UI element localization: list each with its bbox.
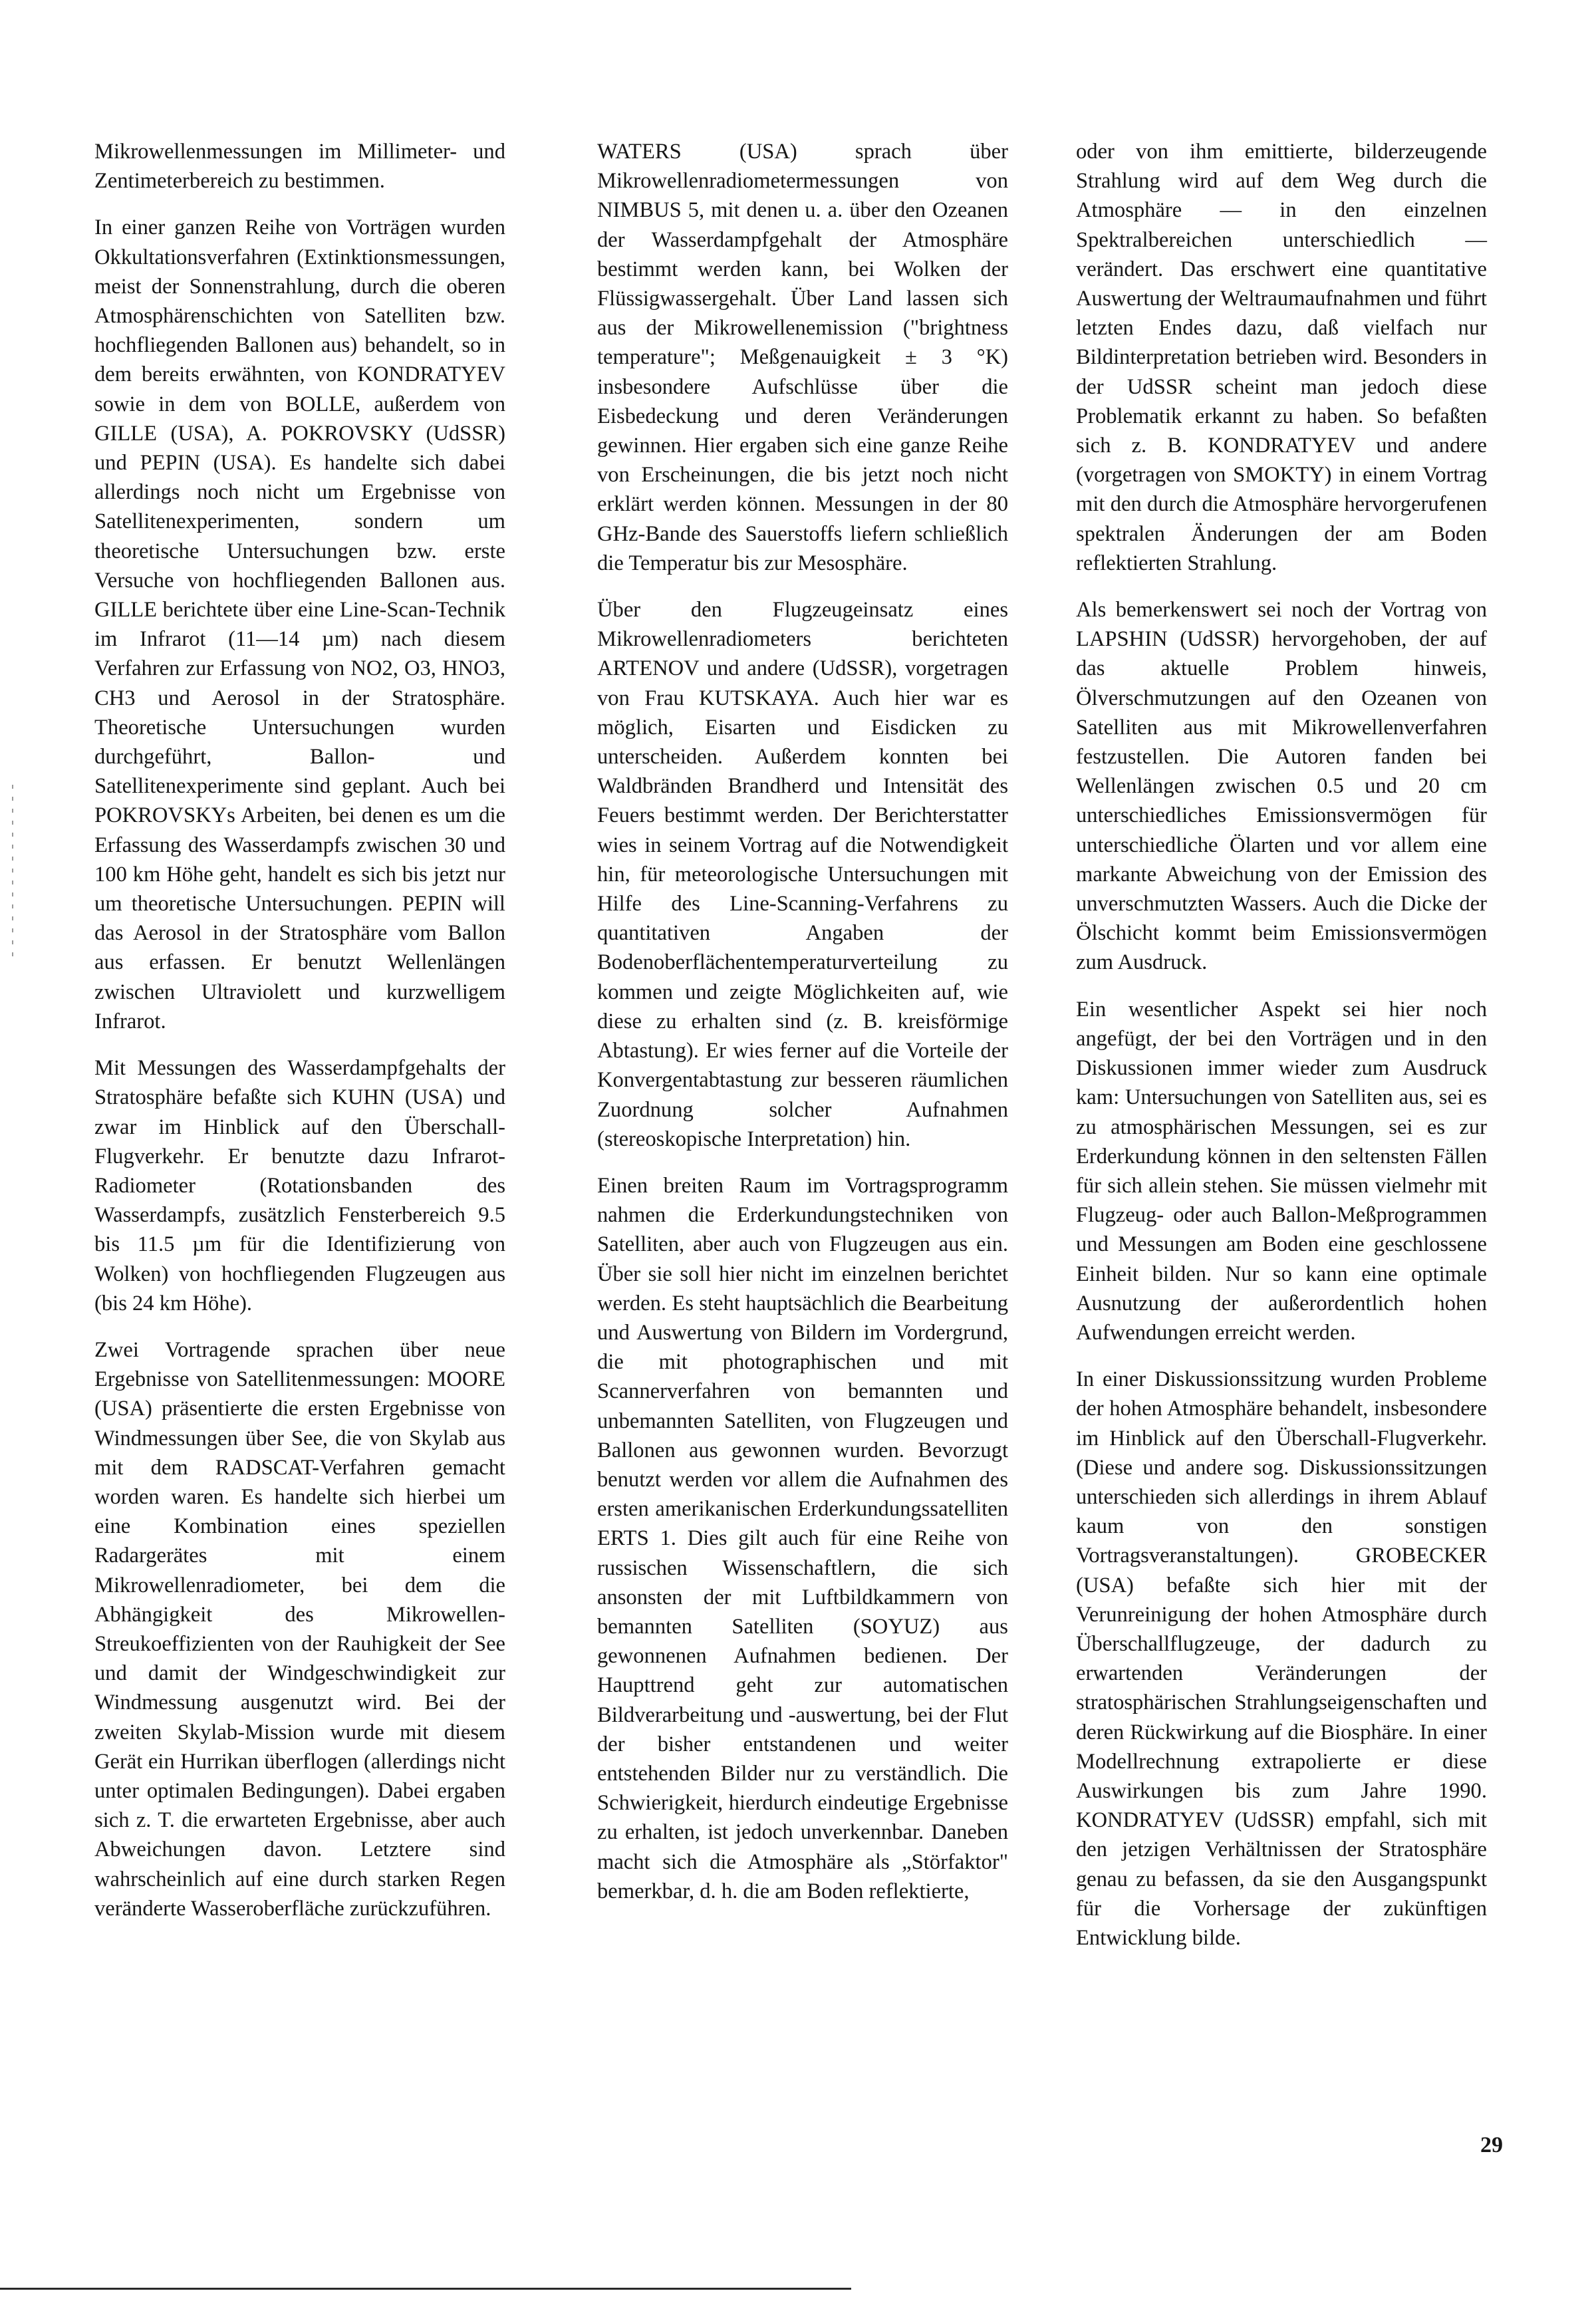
paragraph: Als bemerkenswert sei noch der Vortrag von LAPSHIN (UdSSR) hervorgehoben, der auf das aktuelle Problem hinweis, Ölverschmutzungen auf den Ozeanen von Satelliten aus mit Mikrowellenverfahren festzustellen. Die Autoren fanden bei Wellenlängen zwischen 0.5 und 20 cm unterschiedliches Emissionsvermögen für unterschiedliche Ölarten und vor allem eine markante Abweichung von der Emission des unverschmutzten Wassers. Auch die Dicke der Ölschicht kommt beim Emissionsvermögen zum Ausdruck.: [1076, 598, 1487, 975]
text-column-2: [597, 137, 1008, 1923]
paragraph: WATERS (USA) sprach über Mikrowellenradiometermessungen von NIMBUS 5, mit denen u. a. über den Ozeanen der Wasserdampfgehalt der Atmosphäre bestimmt werden kann, bei Wolken der Flüssigwassergehalt. Über Land lassen sich aus der Mikrowellenemission ("brightness temperature"; Meßgenauigkeit ± 3 °K) insbesondere Aufschlüsse über die Eisbedeckung und deren Veränderungen gewinnen. Hier ergaben sich eine ganze Reihe von Erscheinungen, die bis jetzt noch nicht erklärt werden können. Messungen in der 80 GHz-Bande des Sauerstoffs liefern schließlich die Temperatur bis zur Mesosphäre.: [597, 140, 1008, 575]
page-number: 29: [1480, 2133, 1503, 2157]
footer-rule: [0, 2288, 851, 2290]
paragraph: In einer ganzen Reihe von Vorträgen wurden Okkultationsverfahren (Extinktionsmessungen, meist der Sonnenstrahlung, durch die oberen Atmosphärenschichten von Satelliten bzw. hochfliegenden Ballonen aus) behandelt, so in dem bereits erwähnten, von KONDRATYEV sowie in dem von BOLLE, außerdem von GILLE (USA), A. POKROVSKY (UdSSR) und PEPIN (USA). Es handelte sich dabei allerdings noch nicht um Ergebnisse von Satellitenexperimenten, sondern um theoretische Untersuchungen bzw. erste Versuche von hochfliegenden Ballonen aus. GILLE berichtete über eine Line-Scan-Technik im Infrarot (11—14 µm) nach diesem Verfahren zur Erfassung von NO2, O3, HNO3, CH3 und Aerosol in der Stratosphäre. Theoretische Untersuchungen wurden durchgeführt, Ballon- und Satellitenexperimente sind geplant. Auch bei POKROVSKYs Arbeiten, bei denen es um die Erfassung des Wasserdampfs zwischen 30 und 100 km Höhe geht, handelt es sich bis jetzt nur um theoretische Untersuchungen. PEPIN will das Aerosol in der Stratosphäre vom Ballon aus erfassen. Er benutzt Wellenlängen zwischen Ultraviolett und kurzwelligem Infrarot.: [94, 215, 505, 1033]
paragraph: Mikrowellenmessungen im Millimeter- und Zentimeterbereich zu bestimmen.: [94, 140, 505, 194]
text-column-3: [1076, 137, 1487, 1970]
paragraph: Mit Messungen des Wasserdampfgehalts der Stratosphäre befaßte sich KUHN (USA) und zwar im Hinblick auf den Überschall-Flugverkehr. Er benutzte dazu Infrarot-Radiometer (Rotationsbanden des Wasserdampfs, zusätzlich Fensterbereich 9.5 bis 11.5 µm für die Identifizierung von Wolken) von hochfliegenden Flugzeugen aus (bis 24 km Höhe).: [94, 1056, 505, 1315]
paragraph: In einer Diskussionssitzung wurden Probleme der hohen Atmosphäre behandelt, insbesondere im Hinblick auf den Überschall-Flugverkehr. (Diese und andere sog. Diskussionssitzungen unterschieden sich allerdings in ihrem Ablauf kaum von den sonstigen Vortragsveranstaltungen). GROBECKER (USA) befaßte sich hier mit der Verunreinigung der hohen Atmosphäre durch Überschallflugzeuge, der dadurch zu erwartenden Veränderungen der stratosphärischen Strahlungseigenschaften und deren Rückwirkung auf die Biosphäre. In einer Modellrechnung extrapolierte er diese Auswirkungen bis zum Jahre 1990. KONDRATYEV (UdSSR) empfahl, sich mit den jetzigen Verhältnissen der Stratosphäre genau zu befassen, da sie den Ausgangspunkt für die Vorhersage der zukünftigen Entwicklung bilde.: [1076, 1367, 1487, 1950]
scan-margin-marks: [12, 785, 13, 958]
paragraph: oder von ihm emittierte, bilderzeugende Strahlung wird auf dem Weg durch die Atmosphäre — in den einzelnen Spektralbereichen unterschiedlich — verändert. Das erschwert eine quantitative Auswertung der Weltraumaufnahmen und führt letzten Endes dazu, daß vielfach nur Bildinterpretation betrieben wird. Besonders in der UdSSR scheint man jedoch diese Problematik erkannt zu haben. So befaßten sich z. B. KONDRATYEV und andere (vorgetragen von SMOKTY) in einem Vortrag mit den durch die Atmosphäre hervorgerufenen spektralen Änderungen der am Boden reflektierten Strahlung.: [1076, 140, 1487, 575]
paragraph: Über den Flugzeugeinsatz eines Mikrowellenradiometers berichteten ARTENOV und andere (UdSSR), vorgetragen von Frau KUTSKAYA. Auch hier war es möglich, Eisarten und Eisdicken zu unterscheiden. Außerdem konnten bei Waldbränden Brandherd und Intensität des Feuers bestimmt werden. Der Berichterstatter wies in seinem Vortrag auf die Notwendigkeit hin, für meteorologische Untersuchungen mit Hilfe des Line-Scanning-Verfahrens zu quantitativen Angaben der Bodenoberflächentemperaturverteilung zu kommen und zeigte Möglichkeiten auf, wie diese zu erhalten sind (z. B. kreisförmige Abtastung). Er wies ferner auf die Vorteile der Konvergentabtastung zur besseren räumlichen Zuordnung solcher Aufnahmen (stereoskopische Interpretation) hin.: [597, 598, 1008, 1151]
paragraph: Ein wesentlicher Aspekt sei hier noch angefügt, der bei den Vorträgen und in den Diskussionen immer wieder zum Ausdruck kam: Untersuchungen von Satelliten aus, sei es zu atmosphärischen Messungen, sei es zur Erderkundung können in den seltensten Fällen für sich allein stehen. Sie müssen vielmehr mit Flugzeug- oder auch Ballon-Meßprogrammen und Messungen am Boden eine geschlossene Einheit bilden. Nur so kann eine optimale Ausnutzung der außerordentlich hohen Aufwendungen erreicht werden.: [1076, 997, 1487, 1345]
text-column-1: [94, 137, 505, 1941]
paragraph: Zwei Vortragende sprachen über neue Ergebnisse von Satellitenmessungen: MOORE (USA) präsentierte die ersten Ergebnisse von Windmessungen über See, die von Skylab aus mit dem RADSCAT-Verfahren gemacht worden waren. Es handelte sich hierbei um eine Kombination eines speziellen Radargerätes mit einem Mikrowellenradiometer, bei dem die Abhängigkeit des Mikrowellen-Streukoeffizienten von der Rauhigkeit der See und damit der Windgeschwindigkeit zur Windmessung ausgenutzt wird. Bei der zweiten Skylab-Mission wurde mit diesem Gerät ein Hurrikan überflogen (allerdings nicht unter optimalen Bedingungen). Dabei ergaben sich z. T. die erwarteten Ergebnisse, aber auch Abweichungen davon. Letztere sind wahrscheinlich auf eine durch starken Regen veränderte Wasseroberfläche zurückzuführen.: [94, 1337, 505, 1921]
paragraph: Einen breiten Raum im Vortragsprogramm nahmen die Erderkundungstechniken von Satelliten, aber auch von Flugzeugen aus ein. Über sie soll hier nicht im einzelnen berichtet werden. Es steht hauptsächlich die Bearbeitung und Auswertung von Bildern im Vordergrund, die mit photographischen und mit Scannerverfahren von bemannten und unbemannten Satelliten, von Flugzeugen und Ballonen aus gewonnen wurden. Bevorzugt benutzt werden vor allem die Aufnahmen des ersten amerikanischen Erderkundungssatelliten ERTS 1. Dies gilt auch für eine Reihe von russischen Wissenschaftlern, die sich ansonsten der mit Luftbildkammern von bemannten Satelliten (SOYUZ) aus gewonnenen Aufnahmen bedienen. Der Haupttrend geht zur automatischen Bildverarbeitung und -auswertung, bei der Flut der bisher entstandenen und weiter entstehenden Bilder nur zu verständlich. Die Schwierigkeit, hierdurch eindeutige Ergebnisse zu erhalten, ist jedoch unverkennbar. Daneben macht sich die Atmosphäre als „Störfaktor" bemerkbar, d. h. die am Boden reflektierte,: [597, 1173, 1008, 1903]
